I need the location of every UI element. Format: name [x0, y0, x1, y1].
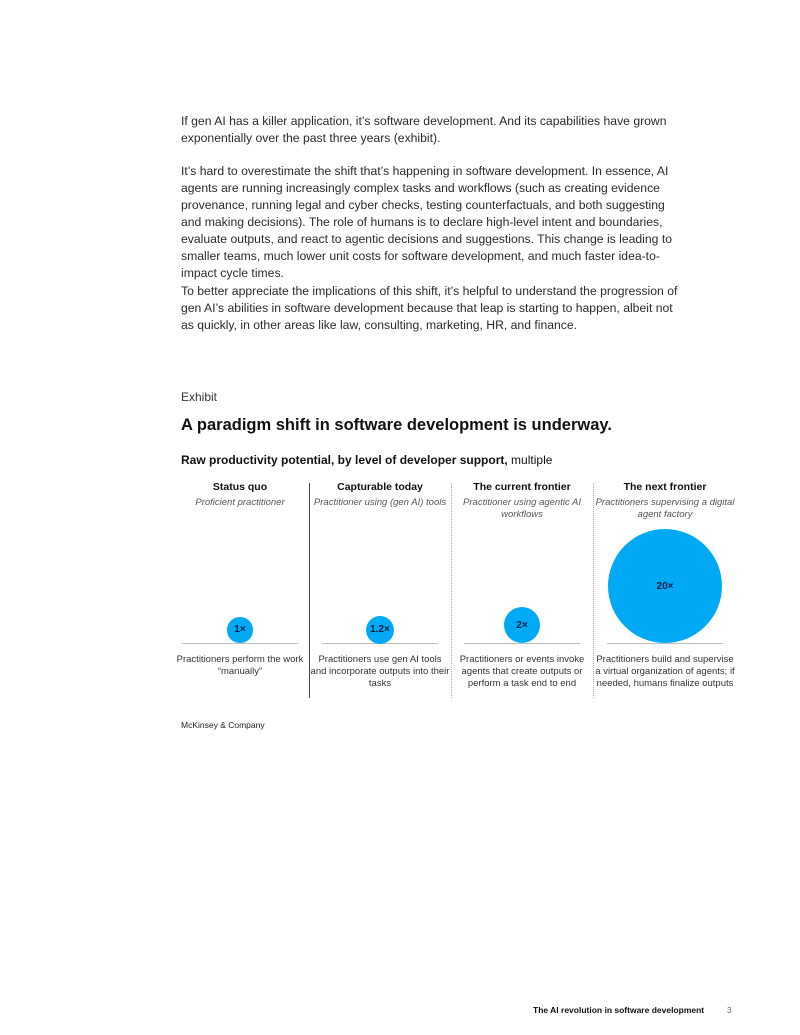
column-description-status-quo: Practitioners perform the work “manually”	[176, 654, 304, 677]
baseline-the-next-frontier	[607, 643, 723, 644]
bubble-the-current-frontier	[504, 607, 540, 643]
baseline-the-current-frontier	[464, 643, 580, 644]
bubble-label-capturable-today: 1.2×	[370, 624, 390, 636]
column-heading-capturable-today: Capturable today	[337, 481, 423, 493]
column-subtitle-the-current-frontier: Practitioner using agentic AI workflows	[463, 497, 581, 520]
column-heading-the-next-frontier: The next frontier	[623, 481, 707, 493]
body-paragraph-3: To better appreciate the implications of this shift, it’s helpful to understand the progression of gen AI’s abilities in software development because that leap is starting to happen, albeit not as quickly, in other areas like law, consulting, marketing, HR, and finance.	[181, 284, 678, 332]
source-credit: McKinsey & Company	[181, 720, 265, 730]
bubble-label-the-current-frontier: 2×	[516, 619, 528, 631]
footer-page-number: 3	[727, 1005, 732, 1015]
bubble-the-next-frontier	[608, 529, 722, 643]
column-divider-3	[593, 483, 594, 698]
column-subtitle-capturable-today: Practitioner using (gen AI) tools	[313, 497, 447, 508]
bubble-status-quo	[227, 617, 252, 642]
column-description-the-current-frontier: Practitioners or events invoke agents that create outputs or perform a task end to end	[459, 654, 585, 689]
bubble-label-the-next-frontier: 20×	[656, 580, 674, 592]
footer-doc-title: The AI revolution in software development	[533, 1005, 705, 1015]
bubble-capturable-today	[366, 616, 394, 644]
chart-subtitle-bold: Raw productivity potential, by level of developer support,	[181, 453, 508, 467]
column-heading-the-current-frontier: The current frontier	[473, 481, 571, 493]
body-paragraph-1: If gen AI has a killer application, it’s software development. And its capabilities have grown exponentially over the past three years (exhibit).	[181, 114, 667, 145]
column-heading-status-quo: Status quo	[212, 481, 268, 493]
column-description-the-next-frontier: Practitioners build and supervise a virtual organization of agents; if needed, humans finalize outputs	[595, 654, 735, 689]
bubble-label-status-quo: 1×	[234, 624, 246, 636]
chart-subtitle-unit: multiple	[507, 453, 553, 467]
baseline-status-quo	[182, 643, 298, 644]
chart-subtitle	[181, 453, 552, 467]
exhibit-title: A paradigm shift in software development is underway.	[181, 416, 612, 434]
body-paragraph-2: It’s hard to overestimate the shift that’s happening in software development. In essence, AI agents are running increasingly complex tasks and workflows (such as creating evidence provenance, running legal and cyber checks, testing counterfactuals, and both suggesting and making decisions). The role of humans is to declare high-level intent and boundaries, evaluate outputs, and react to agentic decisions and suggestions. This change is leading to smaller teams, much lower unit costs for software development, and much faster idea-to-impact cycle times.	[181, 164, 672, 280]
column-subtitle-status-quo: Proficient practitioner	[195, 497, 285, 508]
exhibit-label: Exhibit	[181, 390, 218, 404]
column-description-capturable-today: Practitioners use gen AI tools and incorporate outputs into their tasks	[310, 654, 450, 689]
column-subtitle-the-next-frontier: Practitioners supervising a digital agent factory	[595, 497, 735, 520]
